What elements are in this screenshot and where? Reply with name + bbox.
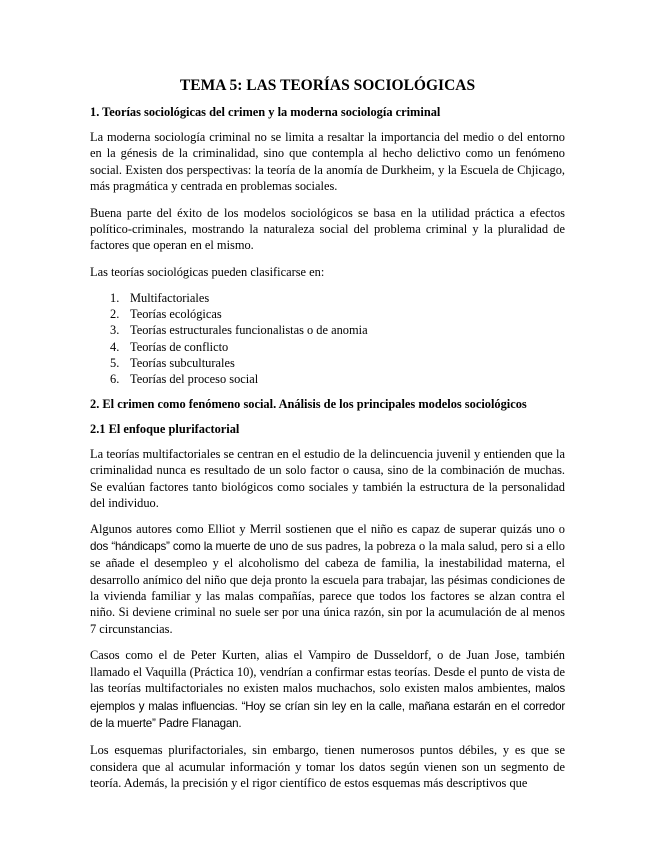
section-1-heading: 1. Teorías sociológicas del crimen y la moderna sociología criminal [90, 105, 441, 119]
list-item-number: 2. [110, 307, 120, 322]
list-item-text: Teorías estructurales funcionalistas o de anomia [130, 323, 368, 338]
list-item-text: Multifactoriales [130, 291, 210, 306]
section-1-paragraph-3: Las teorías sociológicas pueden clasificarse en: [90, 264, 325, 279]
section-2-heading: 2. El crimen como fenómeno social. Análisis de los principales modelos sociológicos [90, 396, 527, 411]
list-item [110, 355, 565, 371]
section-2-paragraph-3 [90, 647, 565, 732]
list-item-text: Teorías subculturales [130, 355, 235, 370]
section-1-paragraph-1: La moderna sociología criminal no se limita a resaltar la importancia del medio o del entorno en la génesis de la criminalidad, sino que contempla al hecho delictivo como un fenómeno social. Existen dos perspectivas: la teoría de la anomía de Durkheim, y la Escuela de Chjicago, más pragmática y centrada en problemas sociales. [90, 130, 565, 194]
list-item [110, 322, 565, 338]
list-item-text: Teorías ecológicas [130, 307, 222, 322]
document-page [90, 76, 565, 792]
list-item-number: 4. [110, 339, 120, 354]
list-item-number: 1. [110, 291, 120, 306]
list-item-number: 3. [110, 323, 120, 338]
section-2-paragraph-1: La teorías multifactoriales se centran en el estudio de la delincuencia juvenil y entienden que la criminalidad nunca es resultado de un solo factor o causa, sino de la combinación de muchas. Se evalúan factores tanto biológicos como sociales y también la estructura de la personalidad del individuo. [90, 446, 565, 511]
section-2-1-heading: 2.1 El enfoque plurifactorial [90, 421, 240, 436]
list-item-text: Teorías del proceso social [130, 371, 259, 386]
list-item-number: 5. [110, 355, 120, 370]
theory-list [90, 290, 565, 387]
paragraph-text: de sus padres, la pobreza o la mala salud, pero si a ello se añade el desempleo y el alcoholismo del cabeza de familia, la inestabilidad materna, el desarrollo anímico del niño que deja pronto la escuela para trabajar, las pésimas condiciones de la vivienda familiar y las malas compañías, parece que todos los factores se alzan contra el niño. Si deviene criminal no suele ser por una única razón, sin por la acumulación de al menos 7 circunstancias. [90, 538, 565, 636]
list-item [110, 339, 565, 355]
list-item [110, 371, 565, 387]
paragraph-text-alt-font: dos “hándicaps” como la muerte de uno [90, 539, 289, 553]
flanagan-quote: malos ejemplos y malas influencias. “Hoy se crían sin ley en la calle, mañana estarán en el corredor de la muerte” Padre Flanagan. [90, 682, 565, 730]
list-item-text: Teorías de conflicto [130, 339, 229, 354]
document-title: TEMA 5: LAS TEORÍAS SOCIOLÓGICAS [179, 77, 476, 94]
paragraph-text: Algunos autores como Elliot y Merril sostienen que el niño es capaz de superar quizás uno o [90, 522, 565, 537]
paragraph-text: Casos como el de Peter Kurten, alias el Vampiro de Dusseldorf, o de Juan Jose, también llamado el Vaquilla (Práctica 10), vendrían a confirmar estas teorías. Desde el punto de vista de las teorías multifactoriales no existen malos muchachos, solo existen malos ambientes, [90, 648, 565, 696]
section-2-paragraph-2 [90, 521, 565, 637]
section-2-paragraph-4: Los esquemas plurifactoriales, sin embargo, tienen numerosos puntos débiles, y es que se considera que al acumular información y tomar los datos según vienen son un segmento de teoría. Además, la precisión y el rigor científico de estos esquemas más descriptivos que [90, 743, 565, 791]
list-item [110, 290, 565, 306]
list-item [110, 306, 565, 322]
section-1-paragraph-2: Buena parte del éxito de los modelos sociológicos se basa en la utilidad práctica a efectos político-criminales, mostrando la naturaleza social del problema criminal y la pluralidad de factores que operan en el mismo. [90, 205, 565, 253]
list-item-number: 6. [110, 371, 120, 386]
